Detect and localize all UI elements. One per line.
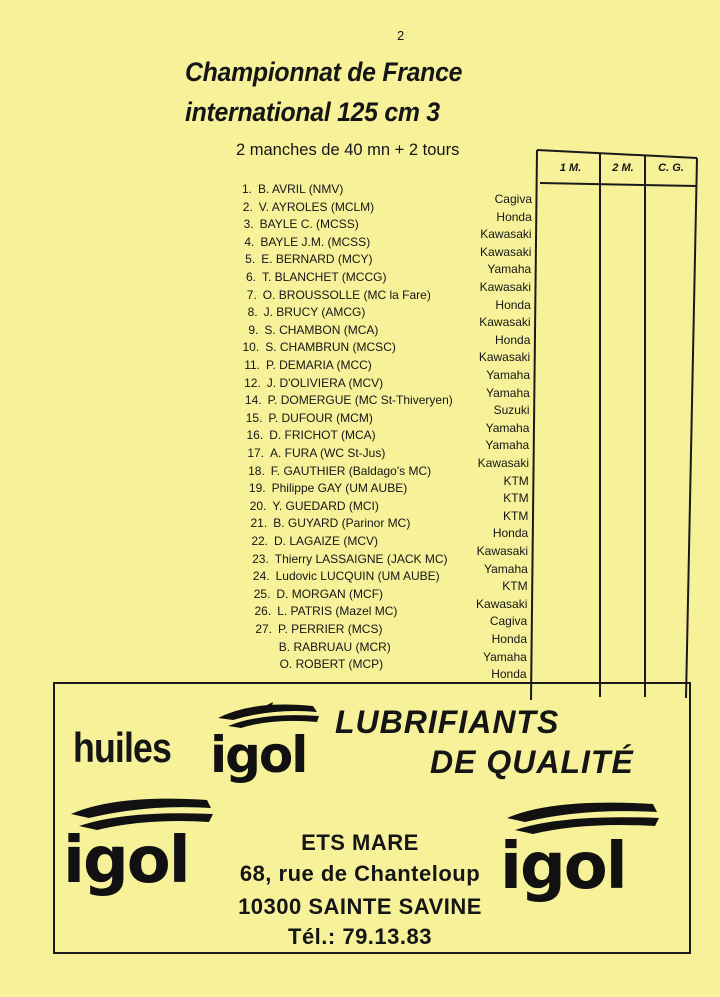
huiles-label: huiles	[73, 724, 172, 771]
rider-brand: Kawasaki	[480, 227, 532, 242]
company-phone: Tél.: 79.13.83	[288, 924, 432, 949]
rider-number: 9.	[248, 322, 259, 337]
rider-brand: Honda	[495, 332, 531, 347]
column-header-manche-1: 1 M.	[559, 162, 582, 174]
rider-name: O. BROUSSOLLE (MC la Fare)	[262, 287, 431, 302]
rider-number: 18.	[248, 463, 265, 478]
slogan-line-1: LUBRIFIANTS	[335, 704, 560, 740]
page-number: 2	[397, 28, 405, 43]
rider-name: D. FRICHOT (MCA)	[269, 428, 376, 443]
igol-advertisement	[53, 682, 691, 954]
rider-brand: Honda	[495, 297, 531, 312]
rider-number: 23.	[252, 551, 269, 566]
rider-number: 6.	[245, 270, 256, 284]
company-street: 68, rue de Chanteloup	[239, 861, 481, 886]
rider-name: Ludovic LUCQUIN (UM AUBE)	[275, 569, 440, 584]
rider-brand: Honda	[492, 526, 529, 541]
igol-logo-right: igol	[500, 830, 626, 904]
rider-name: A. FURA (WC St-Jus)	[270, 446, 386, 460]
rider-number: 26.	[254, 604, 272, 619]
rider-number: 19.	[248, 481, 266, 496]
rider-number: 11.	[244, 358, 260, 372]
rider-name: Y. GUEDARD (MCI)	[272, 498, 379, 513]
rider-name: Thierry LASSAIGNE (JACK MC)	[274, 551, 448, 566]
rider-name: B. RABRUAU (MCR)	[278, 639, 391, 654]
rider-number: 17.	[247, 446, 264, 460]
rider-brand: Kawasaki	[480, 244, 532, 259]
rider-name: B. GUYARD (Parinor MC)	[273, 516, 411, 531]
rider-name: L. PATRIS (Mazel MC)	[277, 604, 398, 619]
rider-brand: Yamaha	[483, 561, 528, 576]
rider-brand: Kawasaki	[476, 596, 528, 611]
rider-brand: KTM	[503, 508, 529, 523]
rider-brand: Yamaha	[487, 262, 532, 277]
rider-number: 25.	[253, 586, 271, 601]
race-format: 2 manches de 40 mn + 2 tours	[236, 141, 460, 159]
rider-name: BAYLE C. (MCSS)	[259, 217, 359, 232]
rider-brand: Yamaha	[485, 385, 530, 400]
column-header-classement: C. G.	[658, 162, 684, 174]
company-name: ETS MARE	[301, 830, 419, 855]
grid-right-line	[686, 158, 697, 698]
grid-top-line	[537, 150, 697, 158]
rider-number: 8.	[247, 305, 258, 320]
rider-number: 27.	[255, 622, 272, 636]
rider-name: S. CHAMBRUN (MCSC)	[265, 340, 396, 355]
title-line-2: international 125 cm 3	[185, 97, 440, 127]
rider-number: 3.	[243, 217, 254, 232]
rider-name: Philippe GAY (UM AUBE)	[271, 481, 408, 496]
rider-name: J. BRUCY (AMCG)	[263, 305, 366, 320]
column-header-manche-2: 2 M.	[612, 162, 634, 174]
rider-name: D. MORGAN (MCF)	[276, 586, 384, 601]
rider-number: 24.	[252, 569, 270, 584]
rider-number: 15.	[245, 410, 263, 425]
igol-logo-small: igol	[210, 726, 307, 784]
slogan-line-2: DE QUALITÉ	[430, 744, 634, 780]
rider-brand: KTM	[502, 579, 528, 594]
rider-brand: Honda	[496, 209, 532, 224]
rider-number: 12.	[244, 375, 261, 390]
company-city: 10300 SAINTE SAVINE	[238, 894, 482, 919]
rider-number: 4.	[244, 234, 255, 249]
rider-name: O. ROBERT (MCP)	[279, 657, 384, 672]
rider-brand: KTM	[503, 473, 529, 488]
rider-name: P. DEMARIA (MCC)	[266, 358, 372, 372]
rider-brand: Yamaha	[482, 649, 527, 664]
rider-brand: Cagiva	[489, 614, 528, 629]
rider-number: 1.	[241, 182, 252, 196]
title-line-1: Championnat de France	[185, 57, 463, 87]
rider-name: E. BERNARD (MCY)	[261, 252, 373, 267]
rider-name: B. AVRIL (NMV)	[258, 182, 344, 196]
rider-brand: Cagiva	[494, 192, 532, 206]
rider-brand: Kawasaki	[479, 280, 531, 294]
rider-name: J. D'OLIVIERA (MCV)	[266, 375, 384, 390]
rider-number: 10.	[242, 340, 260, 355]
rider-brand: Yamaha	[485, 420, 530, 435]
rider-brand: Yamaha	[486, 368, 530, 382]
rider-name: BAYLE J.M. (MCSS)	[260, 234, 371, 249]
igol-logo-left: igol	[63, 824, 189, 898]
rider-brand: Honda	[491, 667, 527, 682]
rider-name: S. CHAMBON (MCA)	[264, 322, 379, 337]
rider-name: T. BLANCHET (MCCG)	[262, 270, 387, 284]
rider-number: 14.	[244, 393, 262, 408]
rider-number: 21.	[250, 516, 268, 531]
rider-number: 22.	[251, 534, 268, 548]
rider-name: F. GAUTHIER (Baldago's MC)	[270, 463, 432, 478]
rider-brand: Kawasaki	[478, 350, 531, 365]
rider-name: P. DOMERGUE (MC St-Thiveryen)	[267, 393, 453, 408]
rider-number: 16.	[246, 428, 264, 443]
rider-name: V. AYROLES (MCLM)	[258, 199, 375, 214]
grid-header-line	[540, 183, 697, 186]
rider-name: P. DUFOUR (MCM)	[268, 410, 373, 425]
rider-name: P. PERRIER (MCS)	[278, 622, 383, 636]
grid-left-line	[531, 150, 537, 700]
rider-name: D. LAGAIZE (MCV)	[274, 534, 379, 548]
rider-number: 2.	[242, 199, 253, 214]
rider-number: 5.	[245, 252, 256, 267]
rider-brand: Yamaha	[485, 438, 530, 453]
rider-brand: Kawasaki	[479, 315, 531, 330]
rider-brand: Suzuki	[493, 403, 530, 418]
rider-number: 7.	[246, 287, 257, 302]
rider-brand: Kawasaki	[477, 456, 529, 470]
rider-brand: Kawasaki	[476, 544, 528, 558]
rider-brand: KTM	[503, 491, 529, 506]
rider-brand: Honda	[491, 632, 527, 646]
rider-number: 20.	[249, 498, 267, 513]
